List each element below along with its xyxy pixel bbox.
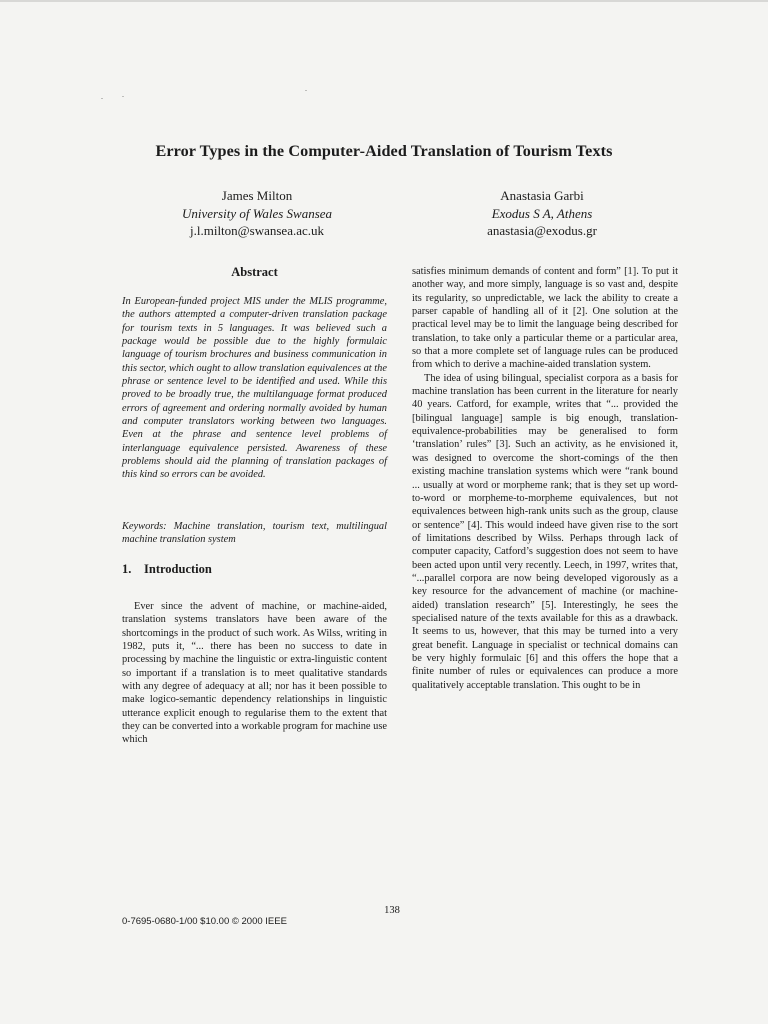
right-column (412, 265, 678, 692)
body-paragraph: The idea of using bilingual, specialist corpora as a basis for machine translation has been current in the literature for nearly 40 years. Catford, for example, writes that “... provided the [bilingual language] sample is big enough, translation-equivalence-probabilities may be generalised to form ‘translation’ rules” [3]. Such an activity, as he envisioned it, was designed to overcome the short-comings of the then existing machine translation systems which were “rank bound ... usually at word or morpheme rank; that is they set up word-to-word or morpheme-to-morpheme equivalences, but not equivalences between high-rank units such as the group, clause or sentence” [4]. This would indeed have given rise to the sort of limitations described by Wilss. Perhaps through lack of computer capacity, Catford’s suggestion does not seem to have been acted upon until very recently. Leech, in 1997, writes that, “...parallel corpora are now being developed vigorously as a key resource for the advancement of machine (or machine-aided) translation research” [5]. Interestingly, he sees the specialised nature of the texts available for this as a drawback. It seems to us, however, that this may be turned into a very great benefit. Language in specialist or technical domains can be very highly formulaic [6] and this offers the hope that a finite number of rules or equivalences can produce a more qualitatively acceptable translation. This ought to be in (412, 372, 678, 691)
abstract-text: In European-funded project MIS under the MLIS programme, the authors attempted a computer-driven translation package for tourism texts in 5 languages. It was believed such a package would be possible due to the highly formulaic language of tourism brochures and business communication in this sector, which ought to allow translation equivalences at the phrase or sentence level to be identified and used. While this proved to be broadly true, the multilanguage format produced errors of agreement and ordering normally avoided by human and computer translators working between two languages. Even at the phrase and sentence level problems of interlanguage equivalence persisted. Awareness of these problems should aid the planning of translation packages of this kind so errors can be avoided. (122, 296, 387, 481)
section-heading (122, 562, 212, 577)
scan-top-edge (0, 0, 768, 2)
section-title: Introduction (144, 562, 212, 576)
scan-speck (101, 98, 103, 99)
author-name: James Milton (221, 188, 293, 203)
paper-title: Error Types in the Computer-Aided Translation of Tourism Texts (155, 142, 613, 160)
scan-speck (122, 96, 124, 97)
author-name: Anastasia Garbi (500, 188, 584, 203)
author-block-1 (142, 187, 372, 240)
page-number: 138 (384, 905, 400, 916)
body-paragraph: satisfies minimum demands of content and form” [1]. To put it another way, and more simply, language is so vast and, despite its regularity, so unpredictable, we lack the ability to create a parser capable of handling all of it [2]. One solution at the practical level may be to limit the language being described for translation, to take only a particular theme or a particular area, so that a more complete set of language rules can be produced from which to derive a machine-aided translation system. (412, 266, 678, 371)
copyright-footer: 0-7695-0680-1/00 $10.00 © 2000 IEEE (122, 916, 287, 927)
author-affiliation: Exodus S A, Athens (491, 205, 593, 221)
author-block-2 (427, 187, 657, 240)
scan-speck (305, 90, 307, 91)
author-affiliation: University of Wales Swansea (181, 205, 333, 221)
keywords: Keywords: Machine translation, tourism text, multilingual machine translation system (122, 521, 387, 546)
intro-column (122, 600, 387, 747)
author-email: j.l.milton@swansea.ac.uk (190, 223, 324, 238)
abstract-heading: Abstract (231, 265, 278, 279)
section-number: 1. (122, 562, 132, 576)
intro-paragraph: Ever since the advent of machine, or machine-aided, translation systems translators have been aware of the shortcomings in the product of such work. As Wilss, writing in 1982, puts it, “... there has been no success to date in processing by machine the linguistic or extra-linguistic content so important if a translation is to meet qualitative standards with any degree of adequacy at all; nor has it been possible to make logico-semantic dependency relationships in linguistic utterance explicit enough to regularise them to the extent that they can be converted into a workable program for machine use which (122, 601, 387, 746)
author-email: anastasia@exodus.gr (487, 223, 597, 238)
